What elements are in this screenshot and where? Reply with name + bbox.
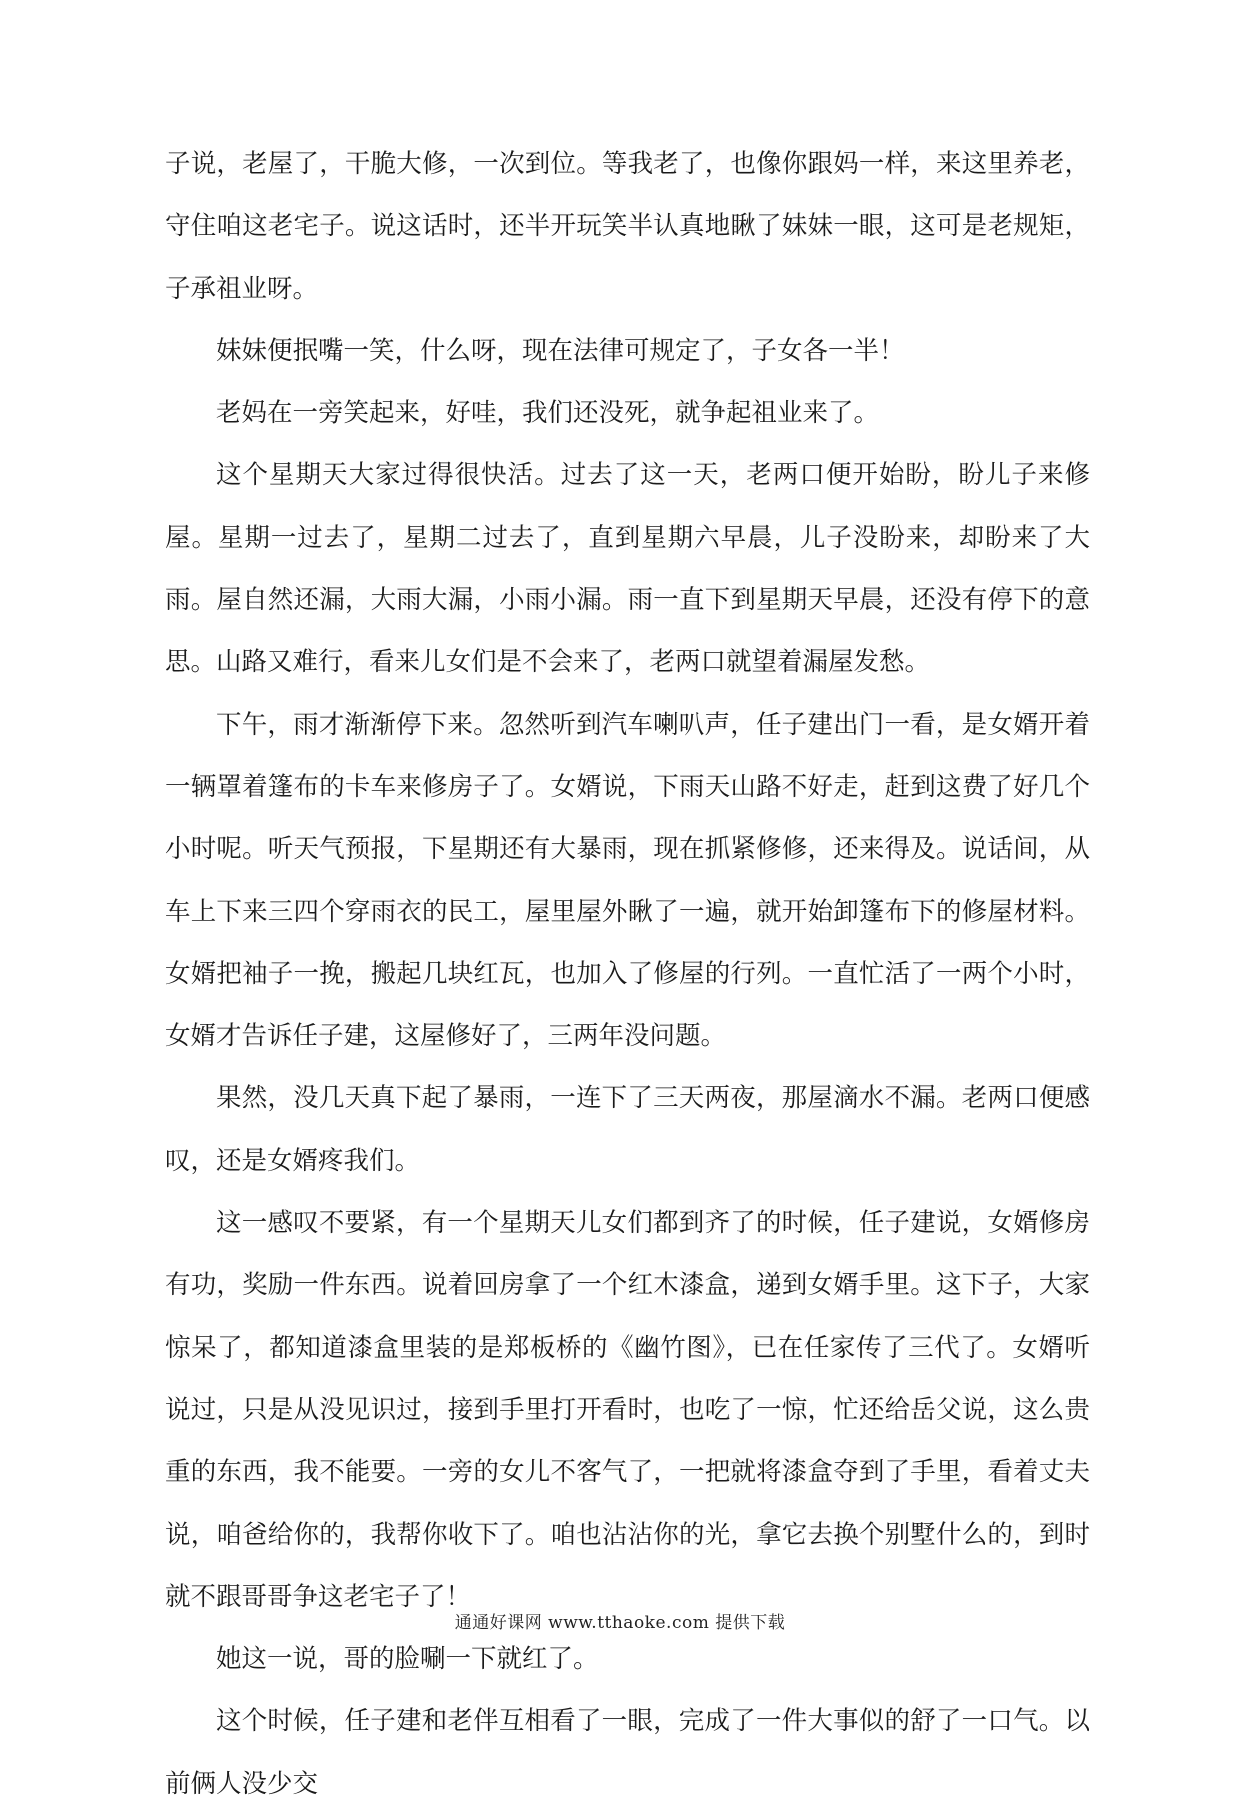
paragraph: 子说，老屋了，干脆大修，一次到位。等我老了，也像你跟妈一样，来这里养老，守住咱这老宅子。说这话时，还半开玩笑半认真地瞅了妹妹一眼，这可是老规矩，子承祖业呀。 <box>165 149 1090 304</box>
paragraph: 这个星期天大家过得很快活。过去了这一天，老两口便开始盼，盼儿子来修屋。星期一过去了，星期二过去了，直到星期六早晨，儿子没盼来，却盼来了大雨。屋自然还漏，大雨大漏，小雨小漏。雨一直下到星期天早晨，还没有停下的意思。山路又难行，看来儿女们是不会来了，老两口就望着漏屋发愁。 <box>165 460 1090 678</box>
paragraph: 这一感叹不要紧，有一个星期天儿女们都到齐了的时候，任子建说，女婿修房有功，奖励一件东西。说着回房拿了一个红木漆盒，递到女婿手里。这下子，大家惊呆了，都知道漆盒里装的是郑板桥的《幽竹图》，已在任家传了三代了。女婿听说过，只是从没见识过，接到手里打开看时，也吃了一惊，忙还给岳父说，这么贵重的东西，我不能要。一旁的女儿不客气了，一把就将漆盒夺到了手里，看着丈夫说，咱爸给你的，我帮你收下了。咱也沾沾你的光，拿它去换个别墅什么的，到时就不跟哥哥争这老宅子了！ <box>165 1208 1090 1612</box>
paragraph: 果然，没几天真下起了暴雨，一连下了三天两夜，那屋滴水不漏。老两口便感叹，还是女婿疼我们。 <box>165 1083 1090 1176</box>
paragraph: 下午，雨才渐渐停下来。忽然听到汽车喇叭声，任子建出门一看，是女婿开着一辆罩着篷布的卡车来修房子了。女婿说，下雨天山路不好走，赶到这费了好几个小时呢。听天气预报，下星期还有大暴雨，现在抓紧修修，还来得及。说话间，从车上下来三四个穿雨衣的民工，屋里屋外瞅了一遍，就开始卸篷布下的修屋材料。女婿把袖子一挽，搬起几块红瓦，也加入了修屋的行列。一直忙活了一两个小时，女婿才告诉任子建，这屋修好了，三两年没问题。 <box>165 709 1090 1052</box>
paragraph: 这个时候，任子建和老伴互相看了一眼，完成了一件大事似的舒了一口气。以前俩人没少交 <box>165 1706 1090 1799</box>
paragraph: 老妈在一旁笑起来，好哇，我们还没死，就争起祖业来了。 <box>216 398 880 429</box>
paragraph: 她这一说，哥的脸唰一下就红了。 <box>216 1644 599 1675</box>
paragraph: 妹妹便抿嘴一笑，什么呀，现在法律可规定了，子女各一半！ <box>216 335 905 366</box>
document-body <box>165 133 1090 1815</box>
page-footer: 通通好课网 www.tthaoke.com 提供下载 <box>454 1613 786 1633</box>
